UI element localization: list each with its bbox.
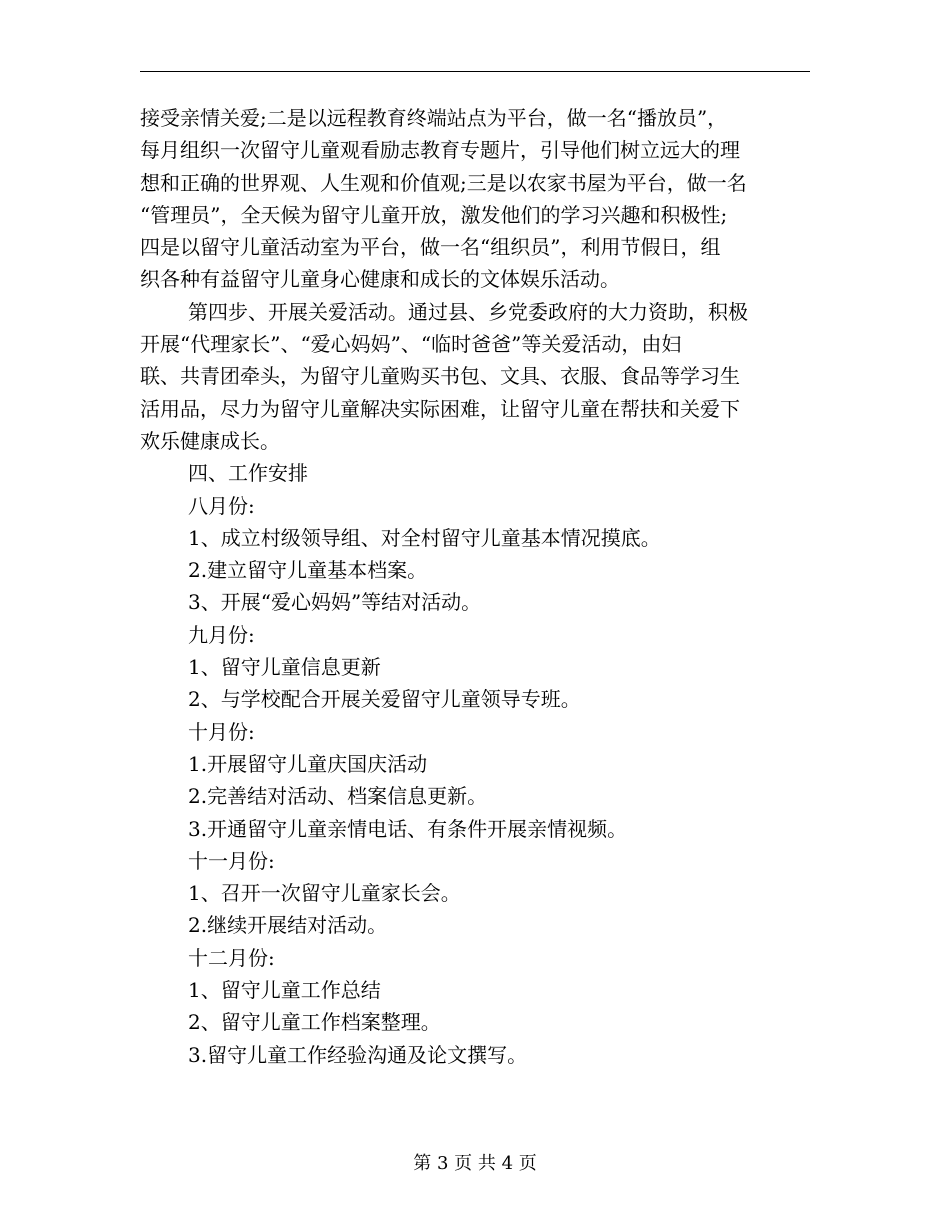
text-line: 活用品，尽力为留守儿童解决实际困难，让留守儿童在帮扶和关爱下 (140, 396, 740, 421)
paragraph (140, 296, 810, 457)
paragraph (140, 102, 810, 296)
month-heading: 十二月份: (188, 945, 275, 970)
list-item: 3.留守儿童工作经验沟通及论文撰写。 (188, 1042, 528, 1067)
month-heading: 十月份: (188, 719, 255, 744)
month-heading: 十一月份: (188, 848, 275, 873)
list-item: 1、留守儿童信息更新 (188, 655, 381, 680)
text-line: 每月组织一次留守儿童观看励志教育专题片，引导他们树立远大的理 (140, 138, 740, 163)
list-item: 2.继续开展结对活动。 (188, 913, 388, 938)
text-line: 四是以留守儿童活动室为平台，做一名“组织员”，利用节假日，组 (140, 235, 721, 260)
list-item: 2、与学校配合开展关爱留守儿童领导专班。 (188, 687, 581, 712)
schedule-month (140, 716, 810, 845)
text-line: 想和正确的世界观、人生观和价值观;三是以农家书屋为平台，做一名 (140, 170, 747, 195)
schedule-month (140, 845, 810, 942)
text-line: 接受亲情关爱;二是以远程教育终端站点为平台，做一名“播放员”， (140, 106, 728, 130)
text-line: 开展“代理家长”、“爱心妈妈”、“临时爸爸”等关爱活动，由妇 (140, 332, 682, 357)
month-heading: 九月份: (188, 622, 255, 647)
text-line: 联、共青团牵头，为留守儿童购买书包、文具、衣服、食品等学习生 (140, 364, 740, 389)
schedule-month (140, 490, 810, 619)
month-heading: 八月份: (188, 493, 255, 518)
list-item: 1.开展留守儿童庆国庆活动 (188, 751, 428, 776)
list-item: 2.建立留守儿童基本档案。 (188, 558, 428, 583)
list-item: 1、成立村级领导组、对全村留守儿童基本情况摸底。 (188, 525, 661, 550)
document-body (140, 102, 810, 1071)
list-item: 1、留守儿童工作总结 (188, 978, 381, 1003)
section-heading: 四、工作安排 (188, 461, 308, 486)
list-item: 2.完善结对活动、档案信息更新。 (188, 784, 488, 809)
schedule-month (140, 942, 810, 1071)
text-line: 欢乐健康成长。 (140, 428, 280, 453)
list-item: 3.开通留守儿童亲情电话、有条件开展亲情视频。 (188, 816, 628, 841)
text-line: “管理员”，全天候为留守儿童开放，激发他们的学习兴趣和积极性; (140, 202, 728, 227)
schedule-month (140, 619, 810, 716)
list-item: 2、留守儿童工作档案整理。 (188, 1010, 441, 1035)
list-item: 3、开展“爱心妈妈”等结对活动。 (188, 590, 482, 615)
list-item: 1、召开一次留守儿童家长会。 (188, 881, 461, 906)
header-rule (140, 71, 810, 72)
text-line: 织各种有益留守儿童身心健康和成长的文体娱乐活动。 (140, 267, 620, 292)
page-number: 第 3 页 共 4 页 (413, 1153, 537, 1174)
text-line: 第四步、开展关爱活动。通过县、乡党委政府的大力资助，积极 (188, 299, 748, 324)
